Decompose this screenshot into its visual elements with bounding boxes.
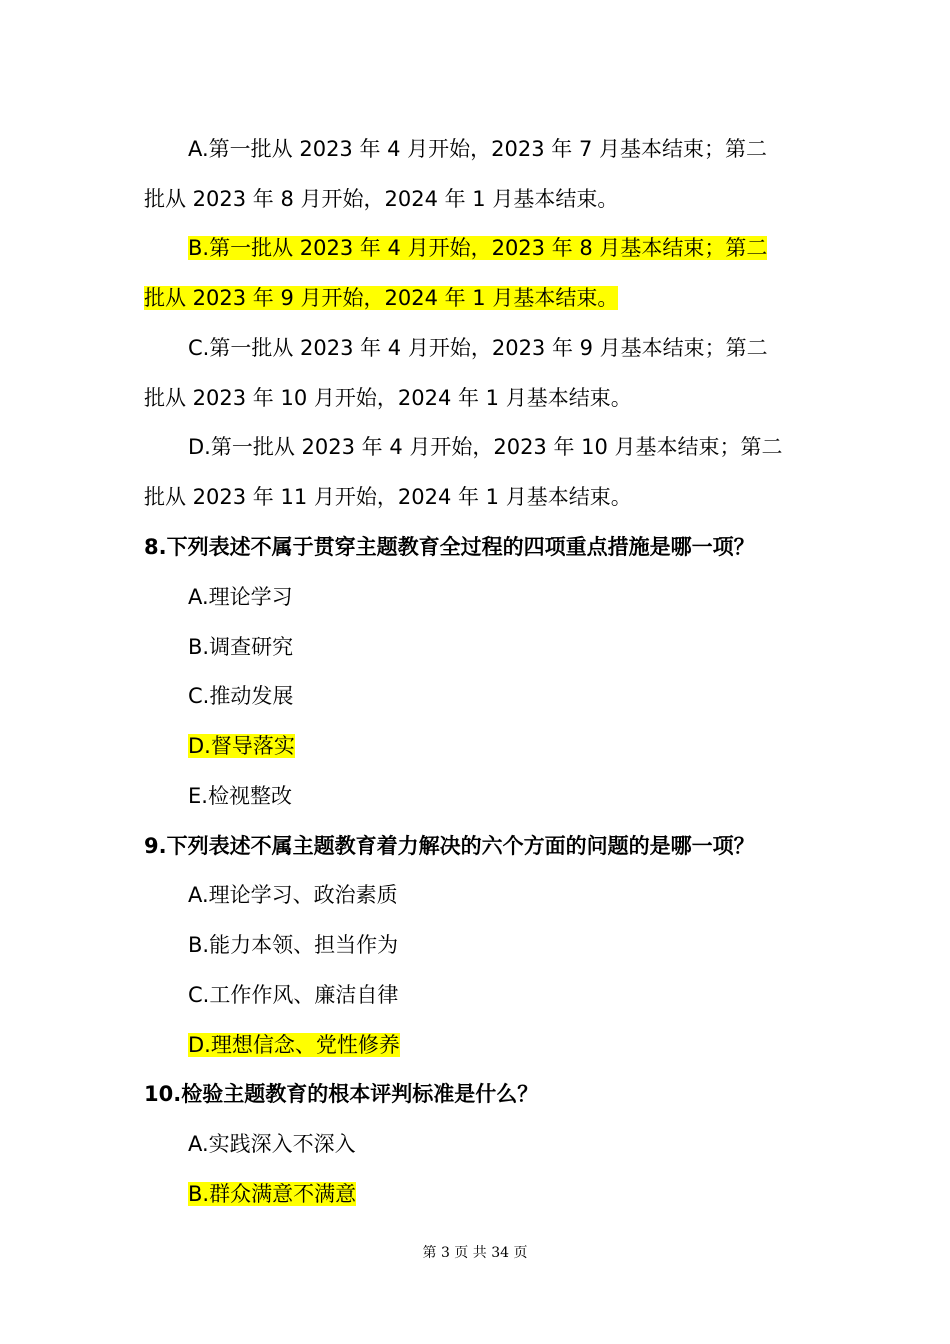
q9-option-c: C.工作作风、廉洁自律 — [188, 983, 399, 1007]
prev-option-b-line1 — [188, 233, 767, 263]
q8-option-e: E.检视整改 — [188, 784, 292, 808]
prev-option-b-line2 — [144, 283, 618, 313]
prev-option-d-line1: D.第一批从 2023 年 4 月开始，2023 年 10 月基本结束；第二 — [188, 435, 783, 459]
highlighted-answer: 批从 2023 年 9 月开始，2024 年 1 月基本结束。 — [144, 286, 619, 310]
highlighted-answer: B.第一批从 2023 年 4 月开始，2023 年 8 月基本结束；第二 — [188, 236, 768, 260]
page-footer: 第 3 页 共 34 页 — [422, 1245, 528, 1261]
q8-option-a: A.理论学习 — [188, 585, 293, 609]
q9-option-d — [188, 1030, 400, 1060]
prev-option-a-line2: 批从 2023 年 8 月开始，2024 年 1 月基本结束。 — [144, 187, 619, 211]
question-10: 10.检验主题教育的根本评判标准是什么？ — [144, 1082, 539, 1106]
prev-option-d-line2: 批从 2023 年 11 月开始，2024 年 1 月基本结束。 — [144, 485, 632, 509]
highlighted-answer: D.督导落实 — [188, 734, 295, 758]
prev-option-c-line2: 批从 2023 年 10 月开始，2024 年 1 月基本结束。 — [144, 386, 632, 410]
prev-option-c-line1: C.第一批从 2023 年 4 月开始，2023 年 9 月基本结束；第二 — [188, 336, 768, 360]
q8-option-d — [188, 731, 295, 761]
highlighted-answer: B.群众满意不满意 — [188, 1182, 357, 1206]
q9-option-b: B.能力本领、担当作为 — [188, 933, 399, 957]
q9-option-a: A.理论学习、政治素质 — [188, 883, 398, 907]
question-8: 8.下列表述不属于贯穿主题教育全过程的四项重点措施是哪一项？ — [144, 535, 755, 559]
highlighted-answer: D.理想信念、党性修养 — [188, 1033, 400, 1057]
question-9: 9.下列表述不属主题教育着力解决的六个方面的问题的是哪一项？ — [144, 834, 755, 858]
q10-option-a: A.实践深入不深入 — [188, 1132, 356, 1156]
q8-option-c: C.推动发展 — [188, 684, 294, 708]
q8-option-b: B.调查研究 — [188, 635, 294, 659]
q10-option-b — [188, 1179, 356, 1209]
prev-option-a-line1: A.第一批从 2023 年 4 月开始，2023 年 7 月基本结束；第二 — [188, 137, 768, 161]
